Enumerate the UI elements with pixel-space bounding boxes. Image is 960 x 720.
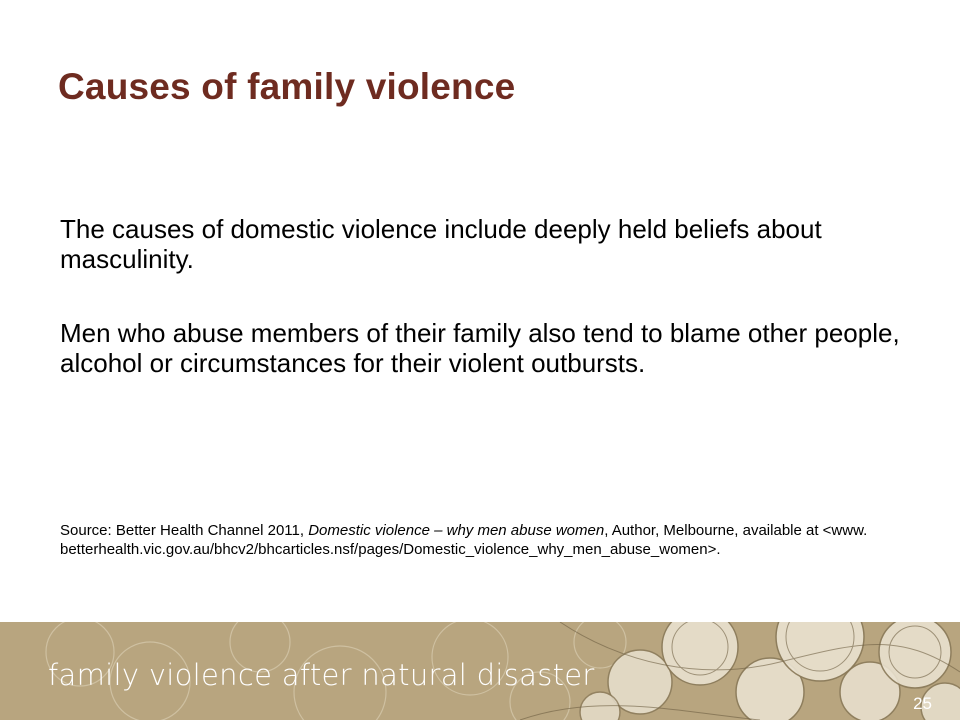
source-prefix: Source: Better Health Channel 2011, [60, 522, 309, 539]
paragraph-2: Men who abuse members of their family also tend to blame other people, alcohol or circumstances for their violent outbursts. [60, 318, 900, 378]
source-title: Domestic violence – why men abuse women [308, 522, 605, 539]
page-number: 25 [913, 694, 932, 713]
source-citation [60, 521, 920, 559]
source-suffix: , Author, Melbourne, available at <www. betterhealth.vic.gov.au/bhcv2/bhcarticles.nsf/pages/Domestic_violence_why_men_abuse_women>. [60, 522, 868, 558]
slide-title: Causes of family violence [58, 66, 516, 107]
footer-banner [0, 622, 960, 720]
paragraph-1: The causes of domestic violence include deeply held beliefs about masculinity. [60, 214, 822, 274]
slide-body [60, 214, 910, 422]
footer-tagline: family violence after natural disaster [48, 658, 595, 692]
